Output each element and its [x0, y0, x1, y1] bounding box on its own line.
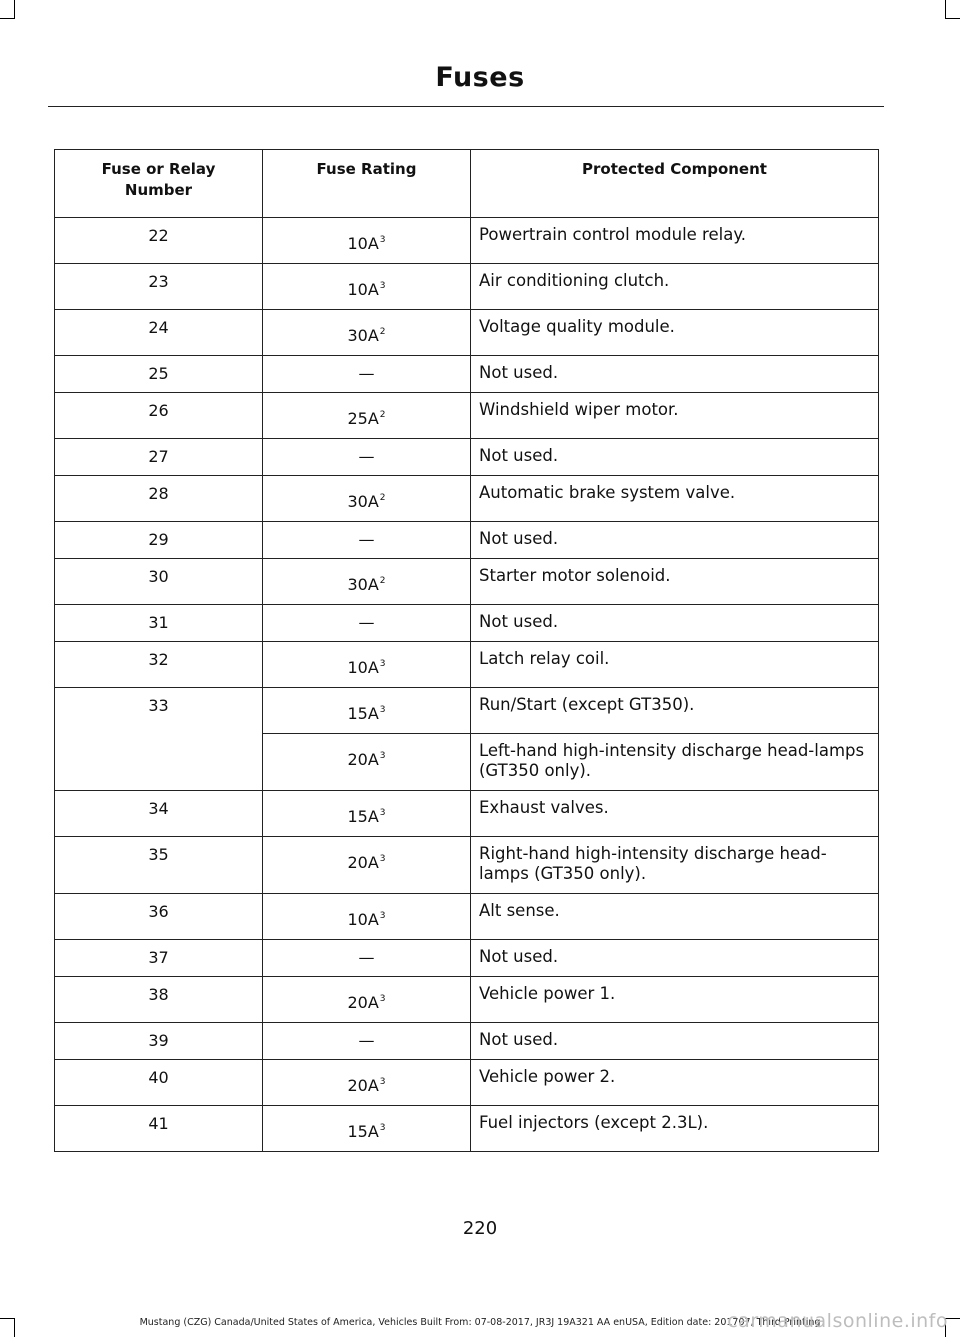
protected-component: Powertrain control module relay. — [471, 218, 879, 264]
fuse-rating — [263, 734, 471, 791]
protected-component: Right-hand high-intensity discharge head-lamps (GT350 only). — [471, 837, 879, 894]
table-row — [55, 977, 879, 1023]
fuse-number: 30 — [55, 559, 263, 605]
protected-component: Run/Start (except GT350). — [471, 688, 879, 734]
fuse-rating — [263, 310, 471, 356]
fuse-rating-value: 10A — [347, 234, 379, 253]
fuse-rating — [263, 1060, 471, 1106]
fuse-rating — [263, 791, 471, 837]
protected-component: Fuel injectors (except 2.3L). — [471, 1106, 879, 1152]
protected-component: Not used. — [471, 522, 879, 559]
protected-component: Windshield wiper motor. — [471, 393, 879, 439]
fuse-rating-value: — — [358, 447, 375, 466]
fuse-number: 33 — [55, 688, 263, 791]
fuse-rating-value: 30A — [347, 492, 379, 511]
footnote-marker: 2 — [379, 493, 386, 503]
protected-component: Air conditioning clutch. — [471, 264, 879, 310]
footnote-marker: 3 — [379, 281, 386, 291]
protected-component: Not used. — [471, 1023, 879, 1060]
fuse-rating — [263, 642, 471, 688]
footnote-marker: 3 — [379, 994, 386, 1004]
protected-component: Left-hand high-intensity discharge head-lamps (GT350 only). — [471, 734, 879, 791]
footnote-marker: 3 — [379, 235, 386, 245]
fuse-number: 38 — [55, 977, 263, 1023]
fuse-rating — [263, 894, 471, 940]
fuse-rating-value: — — [358, 948, 375, 967]
fuse-number: 29 — [55, 522, 263, 559]
table-row — [55, 393, 879, 439]
fuse-number: 28 — [55, 476, 263, 522]
protected-component: Latch relay coil. — [471, 642, 879, 688]
table-row — [55, 439, 879, 476]
fuse-rating — [263, 439, 471, 476]
protected-component: Starter motor solenoid. — [471, 559, 879, 605]
protected-component: Alt sense. — [471, 894, 879, 940]
footnote-marker: 2 — [379, 576, 386, 586]
footnote-marker: 3 — [379, 808, 386, 818]
fuse-rating — [263, 218, 471, 264]
table-row — [55, 476, 879, 522]
protected-component: Not used. — [471, 356, 879, 393]
fuse-rating — [263, 356, 471, 393]
fuse-number: 24 — [55, 310, 263, 356]
table-row — [55, 264, 879, 310]
fuse-number: 37 — [55, 940, 263, 977]
column-header-number: Fuse or Relay Number — [55, 150, 263, 218]
fuse-number: 32 — [55, 642, 263, 688]
title-divider — [48, 106, 884, 107]
fuse-rating-value: 15A — [347, 704, 379, 723]
crop-mark — [945, 18, 960, 19]
fuse-rating — [263, 605, 471, 642]
fuse-table-body — [55, 218, 879, 1152]
fuse-rating — [263, 940, 471, 977]
fuse-rating — [263, 476, 471, 522]
fuse-rating — [263, 522, 471, 559]
footnote-marker: 3 — [379, 854, 386, 864]
fuse-rating — [263, 393, 471, 439]
table-row — [55, 791, 879, 837]
page-title: Fuses — [435, 62, 525, 93]
table-row — [55, 218, 879, 264]
table-row — [55, 310, 879, 356]
fuse-rating — [263, 977, 471, 1023]
fuse-rating — [263, 1023, 471, 1060]
fuse-rating-value: 20A — [347, 993, 379, 1012]
table-row — [55, 1106, 879, 1152]
footnote-marker: 2 — [379, 410, 386, 420]
fuse-number: 27 — [55, 439, 263, 476]
crop-mark — [0, 18, 15, 19]
fuse-rating-value: 30A — [347, 575, 379, 594]
footnote-marker: 3 — [379, 751, 386, 761]
protected-component: Not used. — [471, 605, 879, 642]
watermark: carmanualsonline.info — [727, 1310, 948, 1332]
protected-component: Automatic brake system valve. — [471, 476, 879, 522]
fuse-number: 25 — [55, 356, 263, 393]
fuse-rating-value: 20A — [347, 853, 379, 872]
fuse-rating-value: 15A — [347, 807, 379, 826]
fuse-number: 26 — [55, 393, 263, 439]
footer-text: Mustang (CZG) Canada/United States of America, Vehicles Built From: 07-08-2017, JR3J 19A321 AA enUSA, Edition date: 201707, Third Printing — [139, 1317, 821, 1328]
footnote-marker: 2 — [379, 327, 386, 337]
fuse-rating-value: 20A — [347, 750, 379, 769]
protected-component: Not used. — [471, 940, 879, 977]
footnote-marker: 3 — [379, 1077, 386, 1087]
fuse-number: 34 — [55, 791, 263, 837]
fuse-number: 40 — [55, 1060, 263, 1106]
table-row — [55, 940, 879, 977]
table-row — [55, 605, 879, 642]
table-row — [55, 559, 879, 605]
protected-component: Voltage quality module. — [471, 310, 879, 356]
fuse-rating-value: — — [358, 613, 375, 632]
fuse-number: 35 — [55, 837, 263, 894]
fuse-rating — [263, 688, 471, 734]
fuse-number: 36 — [55, 894, 263, 940]
table-row — [55, 688, 879, 734]
table-row — [55, 1060, 879, 1106]
footnote-marker: 3 — [379, 1123, 386, 1133]
fuse-table — [54, 149, 879, 1152]
table-row — [55, 837, 879, 894]
protected-component: Not used. — [471, 439, 879, 476]
table-row — [55, 356, 879, 393]
page-number: 220 — [462, 1218, 498, 1239]
protected-component: Vehicle power 1. — [471, 977, 879, 1023]
fuse-rating-value: 15A — [347, 1122, 379, 1141]
fuse-rating — [263, 264, 471, 310]
fuse-number: 41 — [55, 1106, 263, 1152]
fuse-rating-value: 30A — [347, 326, 379, 345]
fuse-number: 31 — [55, 605, 263, 642]
fuse-number: 23 — [55, 264, 263, 310]
table-row — [55, 642, 879, 688]
fuse-rating-value: 10A — [347, 910, 379, 929]
fuse-rating — [263, 559, 471, 605]
crop-mark — [14, 0, 15, 18]
table-row — [55, 894, 879, 940]
protected-component: Exhaust valves. — [471, 791, 879, 837]
fuse-number: 39 — [55, 1023, 263, 1060]
fuse-rating-value: — — [358, 1031, 375, 1050]
table-row — [55, 522, 879, 559]
table-row — [55, 1023, 879, 1060]
footnote-marker: 3 — [379, 911, 386, 921]
fuse-rating-value: 10A — [347, 280, 379, 299]
table-header-row — [55, 150, 879, 218]
fuse-rating-value: 25A — [347, 409, 379, 428]
fuse-rating — [263, 1106, 471, 1152]
fuse-rating-value: 10A — [347, 658, 379, 677]
fuse-rating-value: — — [358, 530, 375, 549]
fuse-number: 22 — [55, 218, 263, 264]
fuse-rating-value: 20A — [347, 1076, 379, 1095]
footnote-marker: 3 — [379, 659, 386, 669]
footnote-marker: 3 — [379, 705, 386, 715]
fuse-rating — [263, 837, 471, 894]
column-header-component: Protected Component — [471, 150, 879, 218]
column-header-rating: Fuse Rating — [263, 150, 471, 218]
protected-component: Vehicle power 2. — [471, 1060, 879, 1106]
crop-mark — [945, 0, 946, 18]
fuse-rating-value: — — [358, 364, 375, 383]
